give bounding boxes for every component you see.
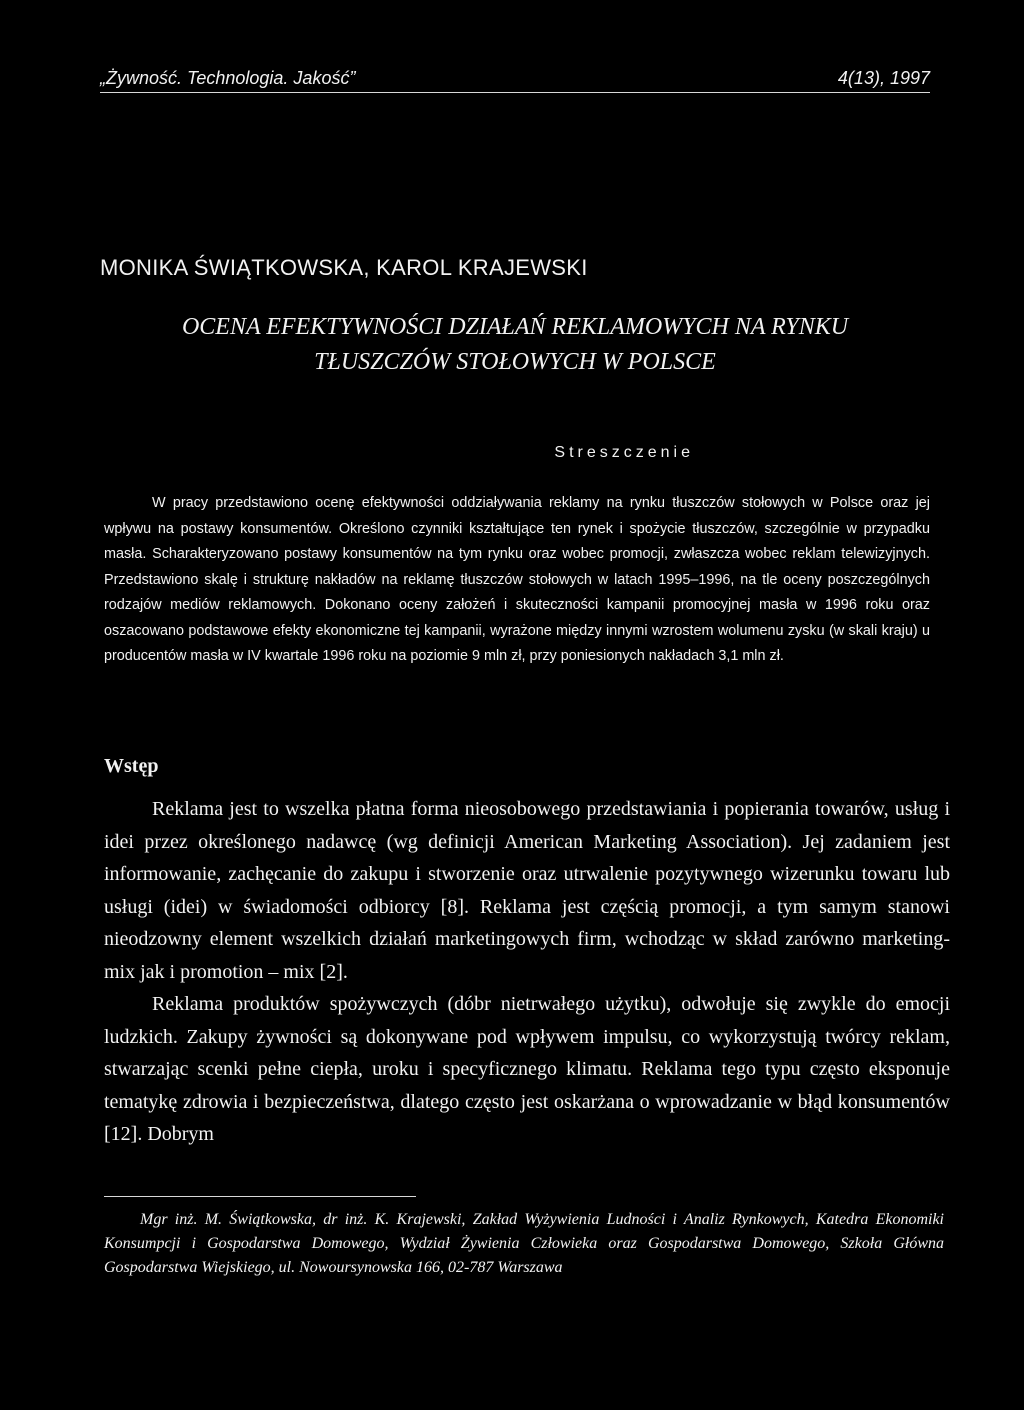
author-affiliation-footnote: Mgr inż. M. Świątkowska, dr inż. K. Krajewski, Zakład Wyżywienia Ludności i Analiz Rynkowych, Katedra Ekonomiki Konsumpcji i Gospodarstwa Domowego, Wydział Żywienia Człowieka oraz Gospodarstwa Domowego, Szkoła Główna Gospodarstwa Wiejskiego, ul. Nowoursynowska 166, 02-787 Warszawa: [104, 1211, 944, 1276]
abstract-text: W pracy przedstawiono ocenę efektywności oddziaływania reklamy na rynku tłuszczów stołowych w Polsce oraz jej wpływu na postawy konsumentów. Określono czynniki kształtujące ten rynek i spożycie tłuszczów, szczególnie w przypadku masła. Scharakteryzowano postawy konsumentów na tym rynku oraz wobec promocji, zwłaszcza wobec reklam telewizyjnych. Przedstawiono skalę i strukturę nakładów na reklamę tłuszczów stołowych w latach 1995–1996, na tle oceny poszczególnych rodzajów mediów reklamowych. Dokonano oceny założeń i skuteczności kampanii promocyjnej masła w 1996 roku oraz oszacowano podstawowe efekty ekonomiczne tej kampanii, wyrażone między innymi wzrostem wolumenu zysku (w skali kraju) u producentów masła w IV kwartale 1996 roku na poziomie 9 mln zł, przy poniesionych nakładach 3,1 mln zł.: [104, 495, 930, 664]
paper-title: [100, 310, 930, 380]
body-paragraph: Reklama produktów spożywczych (dóbr nietrwałego użytku), odwołuje się zwykle do emocji ludzkich. Zakupy żywności są dokonywane pod wpływem impulsu, co wykorzystują twórcy reklam, stwarzając scenki pełne ciepła, uroku i specyficznego klimatu. Reklama tego typu często eksponuje tematykę zdrowia i bezpieczeństwa, dlatego często jest oskarżana o wprowadzanie w błąd konsumentów [12]. Dobrym: [104, 993, 950, 1145]
header-rule: [100, 92, 930, 93]
issue-number: 4(13), 1997: [837, 68, 930, 88]
running-head: [100, 64, 930, 92]
authors: MONIKA ŚWIĄTKOWSKA, KAROL KRAJEWSKI: [100, 255, 588, 280]
journal-name: „Żywność. Technologia. Jakość”: [100, 68, 356, 88]
body-paragraph: Reklama jest to wszelka płatna forma nieosobowego przedstawiania i popierania towarów, usług i idei przez określonego nadawcę (wg definicji American Marketing Association). Jej zadaniem jest informowanie, zachęcanie do zakupu i stworzenie oraz utrwalenie pozytywnego wizerunku towaru lub usługi (idei) w świadomości odbiorcy [8]. Reklama jest częścią promocji, a tym samym stanowi nieodzowny element wszelkich działań marketingowych firm, wchodząc w skład zarówno marketing-mix jak i promotion – mix [2].: [104, 798, 950, 983]
footnote-rule: [104, 1196, 416, 1197]
body-text: [104, 793, 950, 1151]
title-line-1: OCENA EFEKTYWNOŚCI DZIAŁAŃ REKLAMOWYCH NA RYNKU: [181, 314, 849, 340]
section-heading: Wstęp: [104, 755, 159, 777]
title-line-2: TŁUSZCZÓW STOŁOWYCH W POLSCE: [314, 349, 716, 375]
abstract-heading: Streszczenie: [554, 444, 694, 461]
